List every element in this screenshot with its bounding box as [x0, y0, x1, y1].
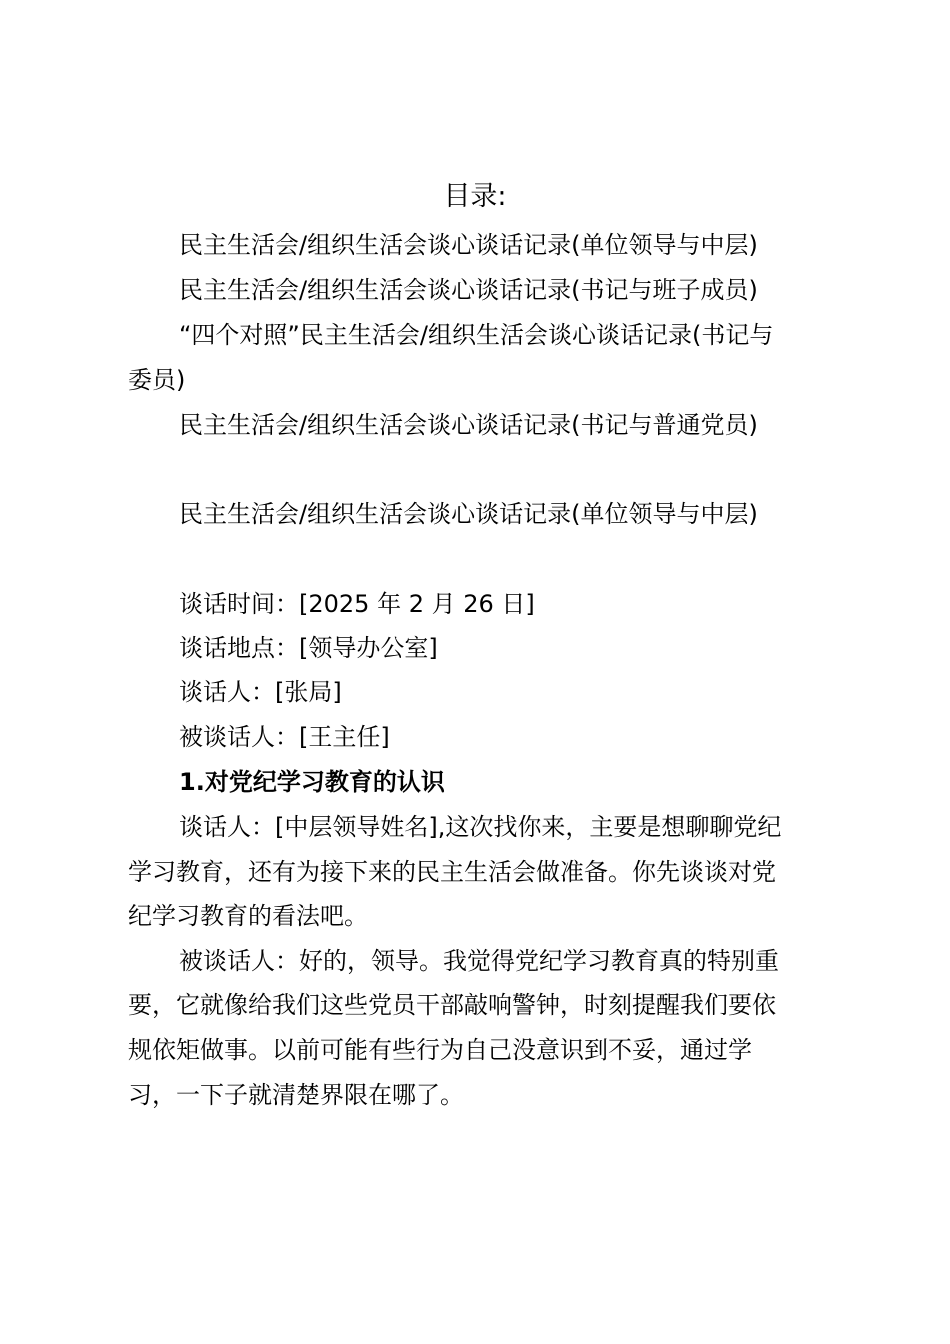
talk-listener: 被谈话人：[王主任] — [179, 723, 390, 751]
paragraph-line: 要，它就像给我们这些党员干部敲响警钟，时刻提醒我们要依 — [128, 991, 776, 1019]
section-title: 1.对党纪学习教育的认识 — [179, 768, 445, 796]
toc-title: 目录: — [443, 181, 507, 212]
paragraph-line: 被谈话人：好的，领导。我觉得党纪学习教育真的特别重 — [179, 947, 779, 975]
paragraph-line: 纪学习教育的看法吧。 — [128, 902, 368, 930]
paragraph-line: 习，一下子就清楚界限在哪了。 — [128, 1081, 464, 1109]
talk-speaker: 谈话人：[张局] — [179, 678, 342, 706]
toc-item: 民主生活会/组织生活会谈心谈话记录(单位领导与中层) — [179, 231, 758, 259]
talk-time: 谈话时间：[2025 年 2 月 26 日] — [179, 590, 535, 618]
paragraph-line: 规依矩做事。以前可能有些行为自己没意识到不妥，通过学 — [128, 1036, 752, 1064]
toc-item: 民主生活会/组织生活会谈心谈话记录(书记与班子成员) — [179, 276, 758, 304]
paragraph-line: 学习教育，还有为接下来的民主生活会做准备。你先谈谈对党 — [128, 858, 776, 886]
talk-place: 谈话地点：[领导办公室] — [179, 634, 438, 662]
record-heading: 民主生活会/组织生活会谈心谈话记录(单位领导与中层) — [179, 500, 758, 528]
toc-item-continuation: 委员) — [128, 366, 186, 394]
toc-item: 民主生活会/组织生活会谈心谈话记录(书记与普通党员) — [179, 411, 758, 439]
paragraph-line: 谈话人：[中层领导姓名],这次找你来，主要是想聊聊党纪 — [179, 813, 782, 841]
toc-item: “四个对照”民主生活会/组织生活会谈心谈话记录(书记与 — [179, 321, 774, 349]
